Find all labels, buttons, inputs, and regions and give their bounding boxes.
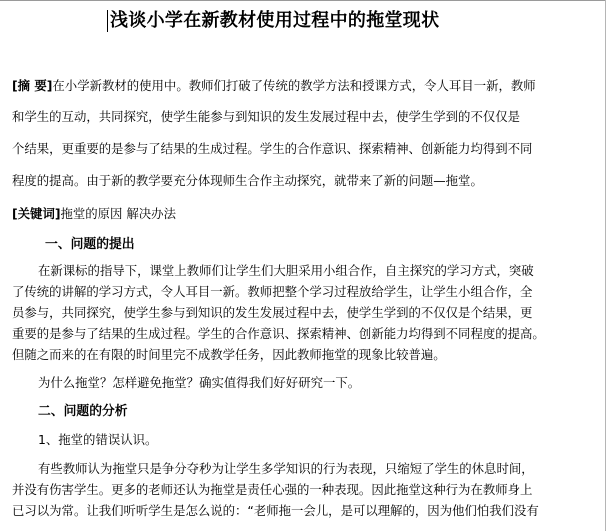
- abstract-line-4: 程度的提高。由于新的教学要充分体现师生合作主动探究，就带来了新的问题—拖堂。: [12, 173, 483, 188]
- section2-subheading: 1、拖堂的错误认识。: [38, 432, 158, 447]
- keywords-line: [12, 205, 176, 222]
- section1-line-2: 了传统的讲解的学习方式，令人耳目一新。教师把整个学习过程放给学生，让学生小组合作，全: [12, 284, 533, 299]
- section2-heading: 二、问题的分析: [38, 404, 128, 419]
- abstract-label: [摘 要]: [12, 78, 53, 93]
- page-top-border: [0, 0, 606, 1]
- section2-line-2: 并没有伤害学生。更多的老师还认为拖堂是责任心强的一种表现。因此拖堂这种行为在教师身上: [12, 482, 533, 497]
- section1-question: 为什么拖堂？怎样避免拖堂？确实值得我们好好研究一下。: [38, 375, 361, 390]
- abstract-line-3: 个结果，更重要的是参与了结果的生成过程。学生的合作意识、探索精神、创新能力均得到不同: [12, 141, 533, 156]
- keywords-text: 拖堂的原因 解决办法: [60, 206, 176, 221]
- section1-line-3: 员参与，共同探究，使学生参与到知识的发生发展过程中去，使学生学到的不仅仅是个结果，更: [12, 305, 533, 320]
- section1-line-4: 重要的是参与了结果的生成过程。学生的合作意识、探索精神、创新能力均得到不同程度的提高。: [12, 326, 545, 341]
- section2-line-3: 已习以为常。让我们听听学生是怎么说的：“老师拖一会儿，是可以理解的，因为他们怕我们没有: [12, 503, 539, 518]
- keywords-label: [关键词]: [12, 206, 61, 221]
- abstract-line-1: [12, 77, 536, 94]
- abstract-text-1: 在小学新教材的使用中。教师们打破了传统的教学方法和授课方式，令人耳目一新，教师: [52, 78, 536, 93]
- section1-line-5: 但随之而来的在有限的时间里完不成教学任务，因此教师拖堂的现象比较普遍。: [12, 347, 446, 362]
- section1-heading: 一、问题的提出: [45, 237, 135, 252]
- document-title: 浅谈小学在新教材使用过程中的拖堂现状: [110, 10, 440, 31]
- section2-line-1: 有些教师认为拖堂只是争分夺秒为让学生多学知识的行为表现，只缩短了学生的休息时间，: [38, 461, 534, 476]
- abstract-line-2: 和学生的互动，共同探究，使学生能参与到知识的发生发展过程中去，使学生学到的不仅仅是: [12, 109, 521, 124]
- text-cursor: [107, 10, 108, 32]
- section1-line-1: 在新课标的指导下，课堂上教师们让学生们大胆采用小组合作，自主探究的学习方式，突破: [38, 263, 534, 278]
